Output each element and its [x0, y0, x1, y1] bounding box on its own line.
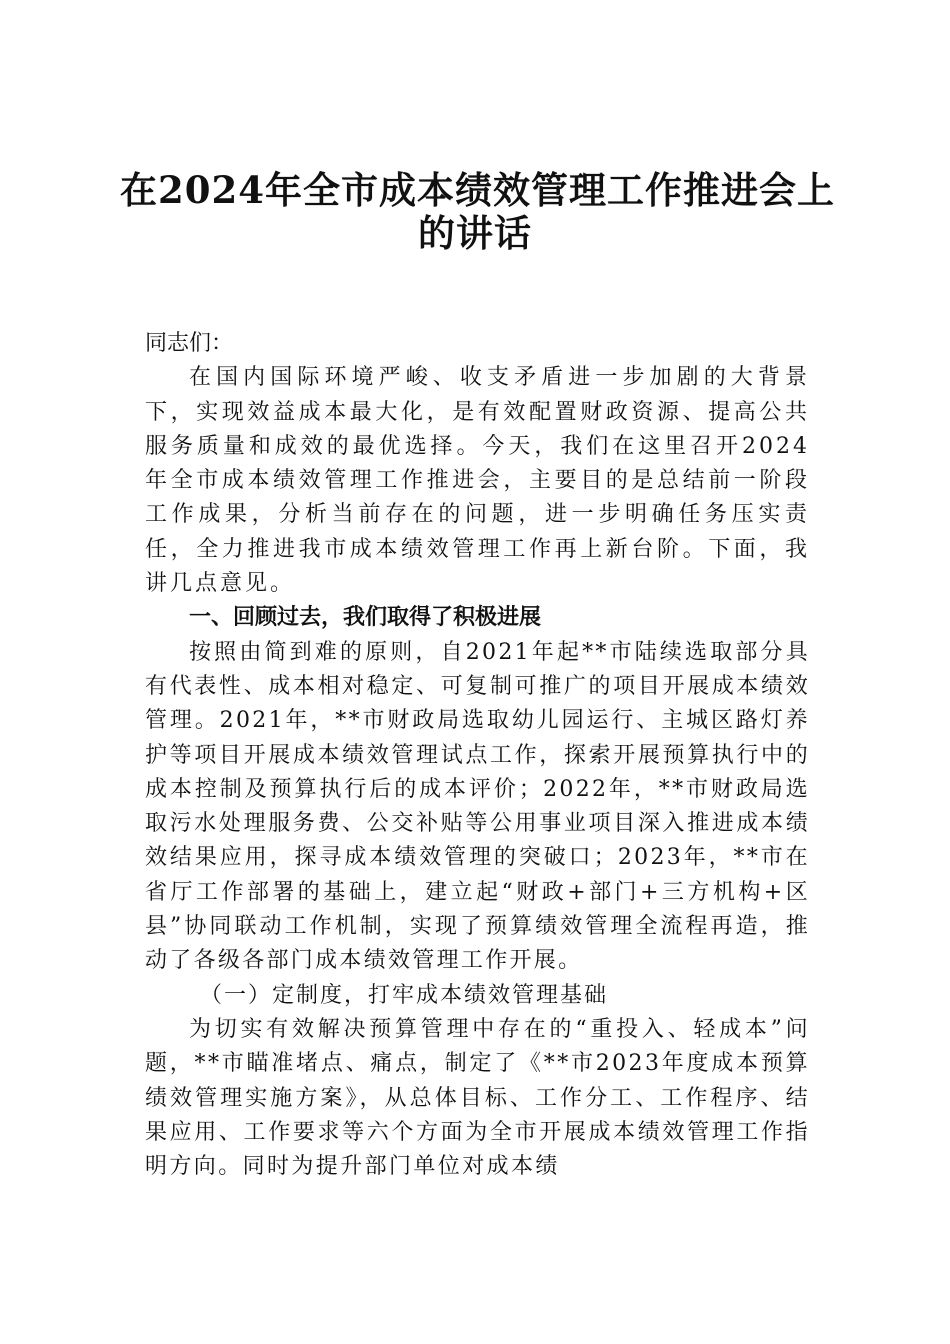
document-title-line-2: 的讲话 [418, 211, 532, 255]
subsection-1-paragraph: 为切实有效解决预算管理中存在的“重投入、轻成本”问题，**市瞄准堵点、痛点，制定了《**市2023年度成本预算绩效管理实施方案》，从总体目标、工作分工、工作程序、结果应用、工作要求等六个方面为全市开展成本绩效管理工作指明方向。同时为提升部门单位对成本绩 [145, 1016, 810, 1180]
section-1-paragraph: 按照由简到难的原则，自2021年起**市陆续选取部分具有代表性、成本相对稳定、可复制可推广的项目开展成本绩效管理。2021年，**市财政局选取幼儿园运行、主城区路灯养护等项目开展成本绩效管理试点工作，探索开展预算执行中的成本控制及预算执行后的成本评价；2022年，**市财政局选取污水处理服务费、公交补贴等公用事业项目深入推进成本绩效结果应用，探寻成本绩效管理的突破口；2023年，**市在省厅工作部署的基础上，建立起“财政+部门+三方机构+区县”协同联动工作机制，实现了预算绩效管理全流程再造，推动了各级各部门成本绩效管理工作开展。 [145, 639, 810, 974]
subsection-1-heading: （一）定制度，打牢成本绩效管理基础 [200, 982, 609, 1008]
document-title-line-1: 在2024年全市成本绩效管理工作推进会上 [120, 168, 835, 212]
salutation: 同志们： [145, 331, 234, 356]
intro-paragraph: 在国内国际环境严峻、收支矛盾进一步加剧的大背景下，实现效益成本最大化，是有效配置财政资源、提高公共服务质量和成效的最优选择。今天，我们在这里召开2024年全市成本绩效管理工作推进会，主要目的是总结前一阶段工作成果，分析当前存在的问题，进一步明确任务压实责任，全力推进我市成本绩效管理工作再上新台阶。下面，我讲几点意见。 [145, 365, 810, 597]
document-body [145, 327, 810, 1184]
section-1-heading: 一、回顾过去，我们取得了积极进展 [189, 605, 542, 631]
